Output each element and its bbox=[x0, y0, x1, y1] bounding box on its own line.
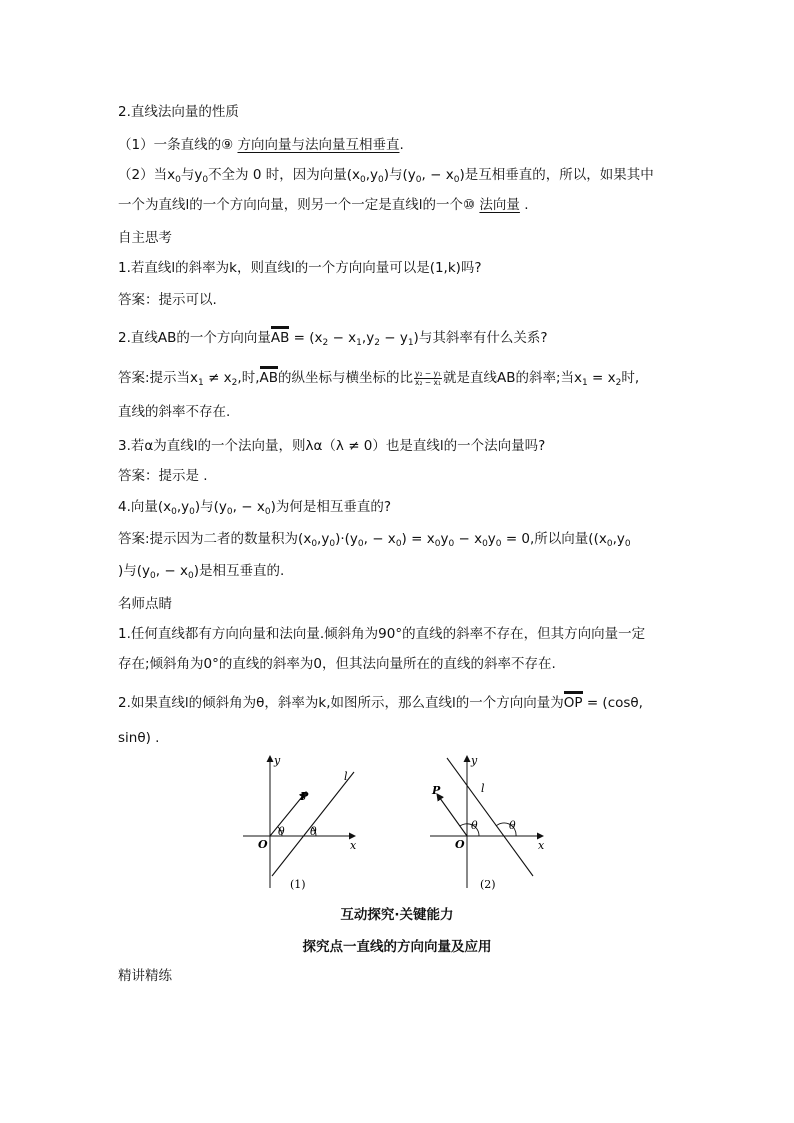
t: 4.向量(x bbox=[118, 499, 172, 515]
subscript: 2 bbox=[615, 378, 622, 388]
t: （2）当x bbox=[118, 167, 176, 183]
t: , − x bbox=[363, 531, 396, 547]
point-p-label: P bbox=[300, 790, 309, 803]
subscript: 0 bbox=[357, 539, 364, 549]
t: y bbox=[440, 531, 449, 547]
answer-3: 答案：提示是 . bbox=[118, 468, 208, 484]
subscript: 1 bbox=[582, 378, 588, 388]
subscript: 0 bbox=[311, 539, 318, 549]
line-l-label: l bbox=[481, 782, 485, 795]
vector-ab: AB bbox=[270, 330, 290, 346]
note-1-cont: 存在;倾斜角为0°的直线的斜率为0，但其法向量所在的直线的斜率不存在. bbox=[118, 656, 556, 672]
self-thinking-heading: 自主思考 bbox=[118, 230, 172, 246]
t: ,y bbox=[317, 531, 330, 547]
answer-2 bbox=[118, 368, 639, 393]
theta-label: θ bbox=[278, 825, 285, 838]
origin-label: O bbox=[455, 838, 465, 851]
t: , − x bbox=[232, 499, 265, 515]
question-2 bbox=[118, 328, 547, 353]
x-label: x bbox=[350, 839, 357, 852]
figure-caption: (2) bbox=[480, 878, 496, 891]
subscript: 0 bbox=[202, 175, 209, 185]
subscript: 0 bbox=[264, 507, 271, 517]
t: 不全为 0 时，因为向量(x bbox=[208, 167, 360, 183]
t: y bbox=[487, 531, 496, 547]
t: ,y bbox=[365, 167, 379, 183]
subscript: 0 bbox=[187, 571, 194, 581]
question-1: 1.若直线l的斜率为k，则直线l的一个方向向量可以是(1,k)吗? bbox=[118, 260, 482, 276]
origin-label: O bbox=[258, 838, 268, 851]
t: )与其斜率有什么关系? bbox=[413, 330, 548, 346]
t: − y bbox=[379, 330, 408, 346]
t: )是互相垂直的，所以，如果其中 bbox=[459, 167, 654, 183]
blank-answer: 法向量 bbox=[479, 197, 520, 213]
t: = (x bbox=[289, 330, 323, 346]
t: = (cosθ, bbox=[582, 695, 643, 711]
answer-1: 答案：提示可以. bbox=[118, 292, 217, 308]
subscript: 0 bbox=[175, 175, 181, 185]
subscript: 2 bbox=[322, 338, 329, 348]
vector-op-arrow bbox=[437, 794, 467, 836]
t: − x bbox=[454, 531, 483, 547]
t: 答案:提示当x bbox=[118, 370, 199, 386]
teacher-notes-heading: 名师点睛 bbox=[118, 596, 172, 612]
numerator: y₂ − y₁ bbox=[415, 368, 441, 378]
t: 2.直线AB的一个方向向量 bbox=[118, 330, 271, 346]
t: 的纵坐标与横坐标的比 bbox=[278, 370, 413, 386]
line-l bbox=[447, 758, 533, 876]
note-2 bbox=[118, 693, 643, 713]
t: ) = x bbox=[401, 531, 435, 547]
subscript: 0 bbox=[378, 175, 384, 185]
subscript: 1 bbox=[356, 338, 362, 348]
t: 与y bbox=[180, 167, 203, 183]
t: )与(y bbox=[383, 167, 416, 183]
figure-2 bbox=[425, 750, 555, 895]
denominator: x₂ − x₁ bbox=[415, 377, 441, 387]
line-l bbox=[272, 772, 354, 876]
subscript: 0 bbox=[226, 507, 233, 517]
t: )与(y bbox=[118, 563, 151, 579]
subscript: 0 bbox=[453, 175, 460, 185]
theta-label: θ bbox=[471, 819, 478, 832]
text: （1）一条直线的⑨ bbox=[118, 137, 238, 153]
vector-ab: AB bbox=[259, 370, 278, 386]
t: , − x bbox=[155, 563, 188, 579]
subscript: 0 bbox=[606, 539, 613, 549]
y-label: y bbox=[274, 754, 281, 767]
subscript: 0 bbox=[171, 507, 177, 517]
subscript: 1 bbox=[198, 378, 204, 388]
subscript: 0 bbox=[624, 539, 631, 549]
t: 就是直线AB的斜率;当x bbox=[442, 370, 582, 386]
t: )为何是相互垂直的? bbox=[270, 499, 392, 515]
t: ,y bbox=[176, 499, 190, 515]
question-4 bbox=[118, 497, 391, 522]
t: 时, bbox=[621, 370, 640, 386]
text: . bbox=[399, 137, 404, 153]
subscript: 0 bbox=[360, 175, 366, 185]
subscript: 2 bbox=[231, 378, 238, 388]
subscript: 0 bbox=[434, 539, 441, 549]
blank-answer: 方向向量与法向量互相垂直 bbox=[237, 137, 400, 153]
property-2 bbox=[118, 165, 654, 190]
subscript: 0 bbox=[482, 539, 488, 549]
t: ,y bbox=[612, 531, 625, 547]
vector-op: OP bbox=[563, 695, 583, 711]
t: . bbox=[519, 197, 529, 213]
section-title: 互动探究·关键能力 bbox=[340, 907, 454, 923]
property-1 bbox=[118, 135, 404, 155]
theta-label: θ bbox=[509, 819, 516, 832]
answer-4 bbox=[118, 529, 631, 554]
slope-fraction bbox=[414, 370, 442, 387]
answer-2-cont: 直线的斜率不存在. bbox=[118, 404, 231, 420]
figure-1 bbox=[238, 750, 368, 895]
t: 一个为直线l的一个方向向量，则另一个一定是直线l的一个⑩ bbox=[118, 197, 480, 213]
property-2-cont bbox=[118, 195, 529, 215]
theta-label: θ bbox=[310, 825, 317, 838]
subscript: 0 bbox=[415, 175, 422, 185]
t: , − x bbox=[421, 167, 454, 183]
y-label: y bbox=[471, 754, 478, 767]
section-heading: 2.直线法向量的性质 bbox=[118, 104, 239, 120]
note-2-cont: sinθ) . bbox=[118, 730, 160, 746]
subscript: 0 bbox=[329, 539, 336, 549]
t: ,y bbox=[361, 330, 375, 346]
t: = x bbox=[587, 370, 616, 386]
x-label: x bbox=[538, 839, 545, 852]
subscript: 2 bbox=[374, 338, 380, 348]
t: ,时, bbox=[237, 370, 260, 386]
practice-heading: 精讲精练 bbox=[118, 968, 172, 984]
line-l-label: l bbox=[344, 770, 348, 783]
subscript: 0 bbox=[150, 571, 156, 581]
figure-caption: (1) bbox=[290, 878, 306, 891]
t: 2.如果直线l的倾斜角为θ，斜率为k,如图所示，那么直线l的一个方向向量为 bbox=[118, 695, 564, 711]
subscript: 0 bbox=[189, 507, 195, 517]
t: )·(y bbox=[335, 531, 358, 547]
t: )是相互垂直的. bbox=[193, 563, 285, 579]
subscript: 0 bbox=[395, 539, 402, 549]
question-3: 3.若α为直线l的一个法向量，则λα（λ ≠ 0）也是直线l的一个法向量吗? bbox=[118, 438, 546, 454]
subscript: 1 bbox=[407, 338, 414, 348]
subscript: 0 bbox=[495, 539, 502, 549]
t: )与(y bbox=[194, 499, 227, 515]
t: 答案:提示因为二者的数量积为(x bbox=[118, 531, 312, 547]
subsection-title: 探究点一直线的方向向量及应用 bbox=[302, 939, 492, 955]
point-p-label: P bbox=[432, 784, 441, 797]
answer-4-cont bbox=[118, 561, 284, 586]
subscript: 0 bbox=[448, 539, 455, 549]
t: ≠ x bbox=[203, 370, 232, 386]
note-1: 1.任何直线都有方向向量和法向量.倾斜角为90°的直线的斜率不存在，但其方向向量一定 bbox=[118, 626, 646, 642]
t: = 0,所以向量((x bbox=[501, 531, 607, 547]
t: − x bbox=[328, 330, 357, 346]
